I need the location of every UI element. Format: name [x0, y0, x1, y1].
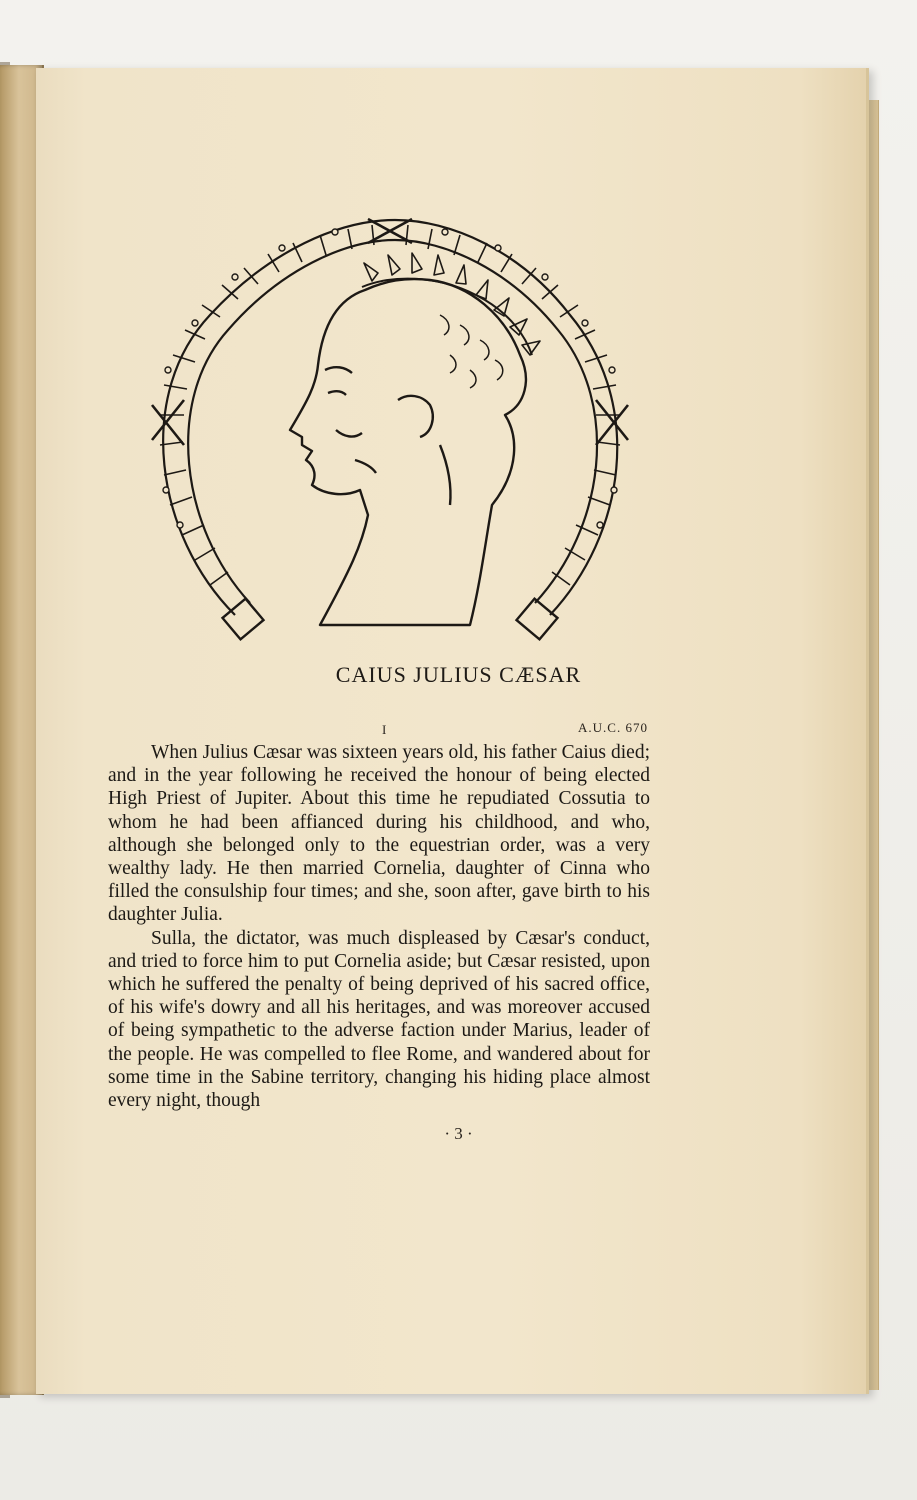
caesar-portrait-illustration [140, 205, 640, 655]
page-number: · 3 · [444, 1124, 473, 1143]
body-text [108, 741, 650, 1112]
chapter-number: I [382, 722, 387, 737]
profile-bust [290, 253, 540, 625]
paragraph: Sulla, the dictator, was much displeased by Cæsar's conduct, and tried to force him to put Cornelia aside; but Cæsar resisted, upon which he suffered the penalty of being deprived of his sacred office, of his wife's dowry and all his heritages, and was moreover accused of being sympathetic to the adverse faction under Marius, leader of the people. He was compelled to flee Rome, and wandered about for some time in the Sabine territory, changing his hiding place almost every night, though [108, 927, 650, 1112]
date-marker: A.U.C. 670 [578, 720, 648, 735]
paragraph: When Julius Cæsar was sixteen years old, his father Caius died; and in the year following he received the honour of being elected High Priest of Jupiter. About this time he repudiated Cossutia to whom he had been affianced during his childhood, and who, although she belonged only to the equestrian order, was a very wealthy lady. He then married Cornelia, daughter of Cinna who filled the consulship four times; and she, soon after, gave birth to his daughter Julia. [108, 742, 650, 926]
portrait-caption: CAIUS JULIUS CÆSAR [335, 662, 582, 687]
